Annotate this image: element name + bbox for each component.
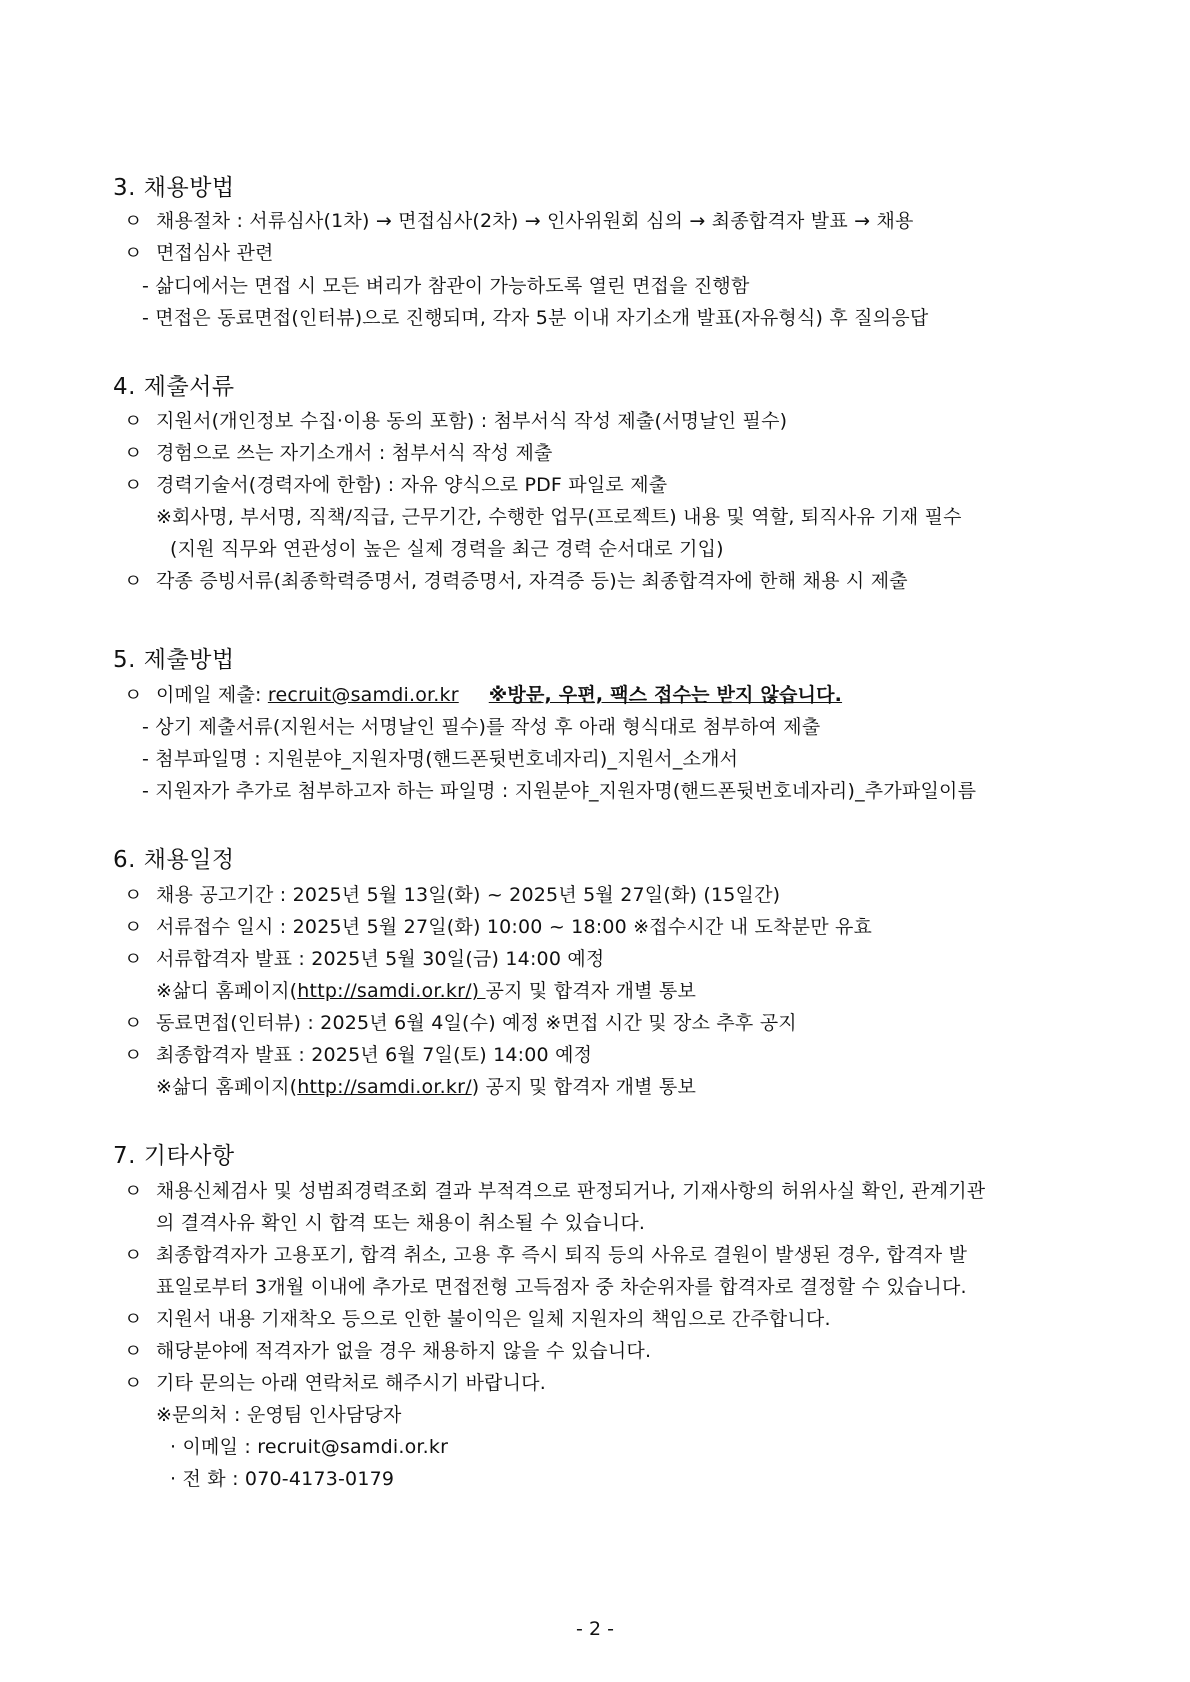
sec7-text-1: 채용신체검사 및 성범죄경력조회 결과 부적격으로 판정되거나, 기재사항의 허위사실 확인, 관계기관 — [156, 1180, 986, 1202]
sec6-text-3: 서류합격자 발표 : 2025년 5월 30일(금) 14:00 예정 — [156, 948, 605, 970]
sec6-note-2 — [156, 1075, 696, 1099]
sec4-note-2: (지원 직무와 연관성이 높은 실제 경력을 최근 경력 순서대로 기입) — [170, 538, 724, 560]
bullet: ㅇ — [124, 1372, 143, 1394]
sec7-item-3 — [124, 1307, 831, 1331]
sec4-item-4 — [124, 569, 908, 593]
note-suffix: ) 공지 및 합격자 개별 통보 — [471, 1076, 697, 1098]
page-number: - 2 - — [576, 1618, 614, 1640]
sec6-text-2: 서류접수 일시 : 2025년 5월 27일(화) 10:00 ~ 18:00 ※접수시간 내 도착분만 유효 — [156, 916, 873, 938]
bullet: ㅇ — [124, 1308, 143, 1330]
sec3-text-2: 면접심사 관련 — [156, 242, 274, 264]
sec4-item-2 — [124, 441, 553, 465]
sec5-sub-1: - 상기 제출서류(지원서는 서명날인 필수)를 작성 후 아래 형식대로 첨부하여 제출 — [142, 716, 821, 738]
sec7-text-3: 지원서 내용 기재착오 등으로 인한 불이익은 일체 지원자의 책임으로 간주합니다. — [156, 1308, 831, 1330]
sec4-text-3: 경력기술서(경력자에 한함) : 자유 양식으로 PDF 파일로 제출 — [156, 474, 668, 496]
sec3-item-1 — [124, 209, 914, 233]
sec5-item-1 — [124, 683, 842, 707]
bullet: ㅇ — [124, 1180, 143, 1202]
homepage-link[interactable]: http://samdi.or.kr/) — [297, 980, 486, 1002]
email-label: 이메일 제출: — [156, 684, 268, 706]
submission-warning: ※방문, 우편, 팩스 접수는 받지 않습니다. — [488, 684, 843, 706]
sec7-item-5 — [124, 1371, 546, 1395]
sec6-item-5 — [124, 1043, 592, 1067]
sec6-note-1 — [156, 979, 696, 1003]
sec7-item-1-cont: 의 결격사유 확인 시 합격 또는 채용이 취소될 수 있습니다. — [156, 1212, 646, 1234]
sec6-item-4 — [124, 1011, 797, 1035]
sec4-item-1 — [124, 409, 787, 433]
sec7-text-2: 최종합격자가 고용포기, 합격 취소, 고용 후 즉시 퇴직 등의 사유로 결원이 발생된 경우, 합격자 발 — [156, 1244, 968, 1266]
homepage-link[interactable]: http://samdi.or.kr/ — [297, 1076, 472, 1098]
bullet: ㅇ — [124, 1012, 143, 1034]
section-3-heading: 3. 채용방법 — [113, 175, 235, 201]
bullet: ㅇ — [124, 948, 143, 970]
sec7-item-2-cont: 표일로부터 3개월 이내에 추가로 면접전형 고득점자 중 차순위자를 합격자로 결정할 수 있습니다. — [156, 1276, 967, 1298]
sec5-sub-2: - 첨부파일명 : 지원분야_지원자명(핸드폰뒷번호네자리)_지원서_소개서 — [142, 748, 739, 770]
sec4-item-3 — [124, 473, 667, 497]
sec4-text-1: 지원서(개인정보 수집·이용 동의 포함) : 첨부서식 작성 제출(서명날인 필수) — [156, 410, 788, 432]
note-prefix: ※삶디 홈페이지( — [156, 980, 298, 1002]
sec6-text-1: 채용 공고기간 : 2025년 5월 13일(화) ~ 2025년 5월 27일(화) (15일간) — [156, 884, 781, 906]
sec6-item-3 — [124, 947, 604, 971]
sec7-item-1 — [124, 1179, 985, 1203]
bullet: ㅇ — [124, 684, 143, 706]
sec3-sub-2: - 면접은 동료면접(인터뷰)으로 진행되며, 각자 5분 이내 자기소개 발표(자유형식) 후 질의응답 — [142, 307, 929, 329]
sec3-sub-1: - 삶디에서는 면접 시 모든 벼리가 참관이 가능하도록 열린 면접을 진행함 — [142, 275, 750, 297]
bullet: ㅇ — [124, 242, 143, 264]
bullet: ㅇ — [124, 1244, 143, 1266]
bullet: ㅇ — [124, 916, 143, 938]
bullet: ㅇ — [124, 474, 143, 496]
bullet: ㅇ — [124, 570, 143, 592]
note-suffix: 공지 및 합격자 개별 통보 — [485, 980, 697, 1002]
sec6-text-4: 동료면접(인터뷰) : 2025년 6월 4일(수) 예정 ※면접 시간 및 장소 추후 공지 — [156, 1012, 797, 1034]
sec7-item-2 — [124, 1243, 967, 1267]
bullet: ㅇ — [124, 1340, 143, 1362]
bullet: ㅇ — [124, 442, 143, 464]
sec5-sub-3: - 지원자가 추가로 첨부하고자 하는 파일명 : 지원분야_지원자명(핸드폰뒷번호네자리)_추가파일이름 — [142, 780, 977, 802]
bullet: ㅇ — [124, 410, 143, 432]
section-5-heading: 5. 제출방법 — [113, 647, 235, 673]
section-6-heading: 6. 채용일정 — [113, 847, 235, 873]
bullet: ㅇ — [124, 1044, 143, 1066]
sec6-item-2 — [124, 915, 872, 939]
sec3-item-2 — [124, 241, 274, 265]
contact-phone: · 전 화 : 070-4173-0179 — [170, 1468, 395, 1490]
sec6-text-5: 최종합격자 발표 : 2025년 6월 7일(토) 14:00 예정 — [156, 1044, 593, 1066]
sec6-item-1 — [124, 883, 780, 907]
sec4-text-4: 각종 증빙서류(최종학력증명서, 경력증명서, 자격증 등)는 최종합격자에 한해 채용 시 제출 — [156, 570, 908, 592]
email-link[interactable]: recruit@samdi.or.kr — [267, 684, 459, 706]
sec7-text-4: 해당분야에 적격자가 없을 경우 채용하지 않을 수 있습니다. — [156, 1340, 652, 1362]
sec7-text-5: 기타 문의는 아래 연락처로 해주시기 바랍니다. — [156, 1372, 546, 1394]
note-prefix: ※삶디 홈페이지( — [156, 1076, 298, 1098]
bullet: ㅇ — [124, 884, 143, 906]
contact-heading: ※문의처 : 운영팀 인사담당자 — [156, 1404, 402, 1426]
sec7-item-4 — [124, 1339, 651, 1363]
sec4-note-1: ※회사명, 부서명, 직책/직급, 근무기간, 수행한 업무(프로젝트) 내용 및 역할, 퇴직사유 기재 필수 — [156, 506, 962, 528]
bullet: ㅇ — [124, 210, 143, 232]
sec3-text-1: 채용절차 : 서류심사(1차) → 면접심사(2차) → 인사위원회 심의 → 최종합격자 발표 → 채용 — [156, 210, 914, 232]
section-4-heading: 4. 제출서류 — [113, 374, 235, 400]
sec4-text-2: 경험으로 쓰는 자기소개서 : 첨부서식 작성 제출 — [156, 442, 553, 464]
contact-email: · 이메일 : recruit@samdi.or.kr — [170, 1436, 449, 1458]
section-7-heading: 7. 기타사항 — [113, 1143, 235, 1169]
